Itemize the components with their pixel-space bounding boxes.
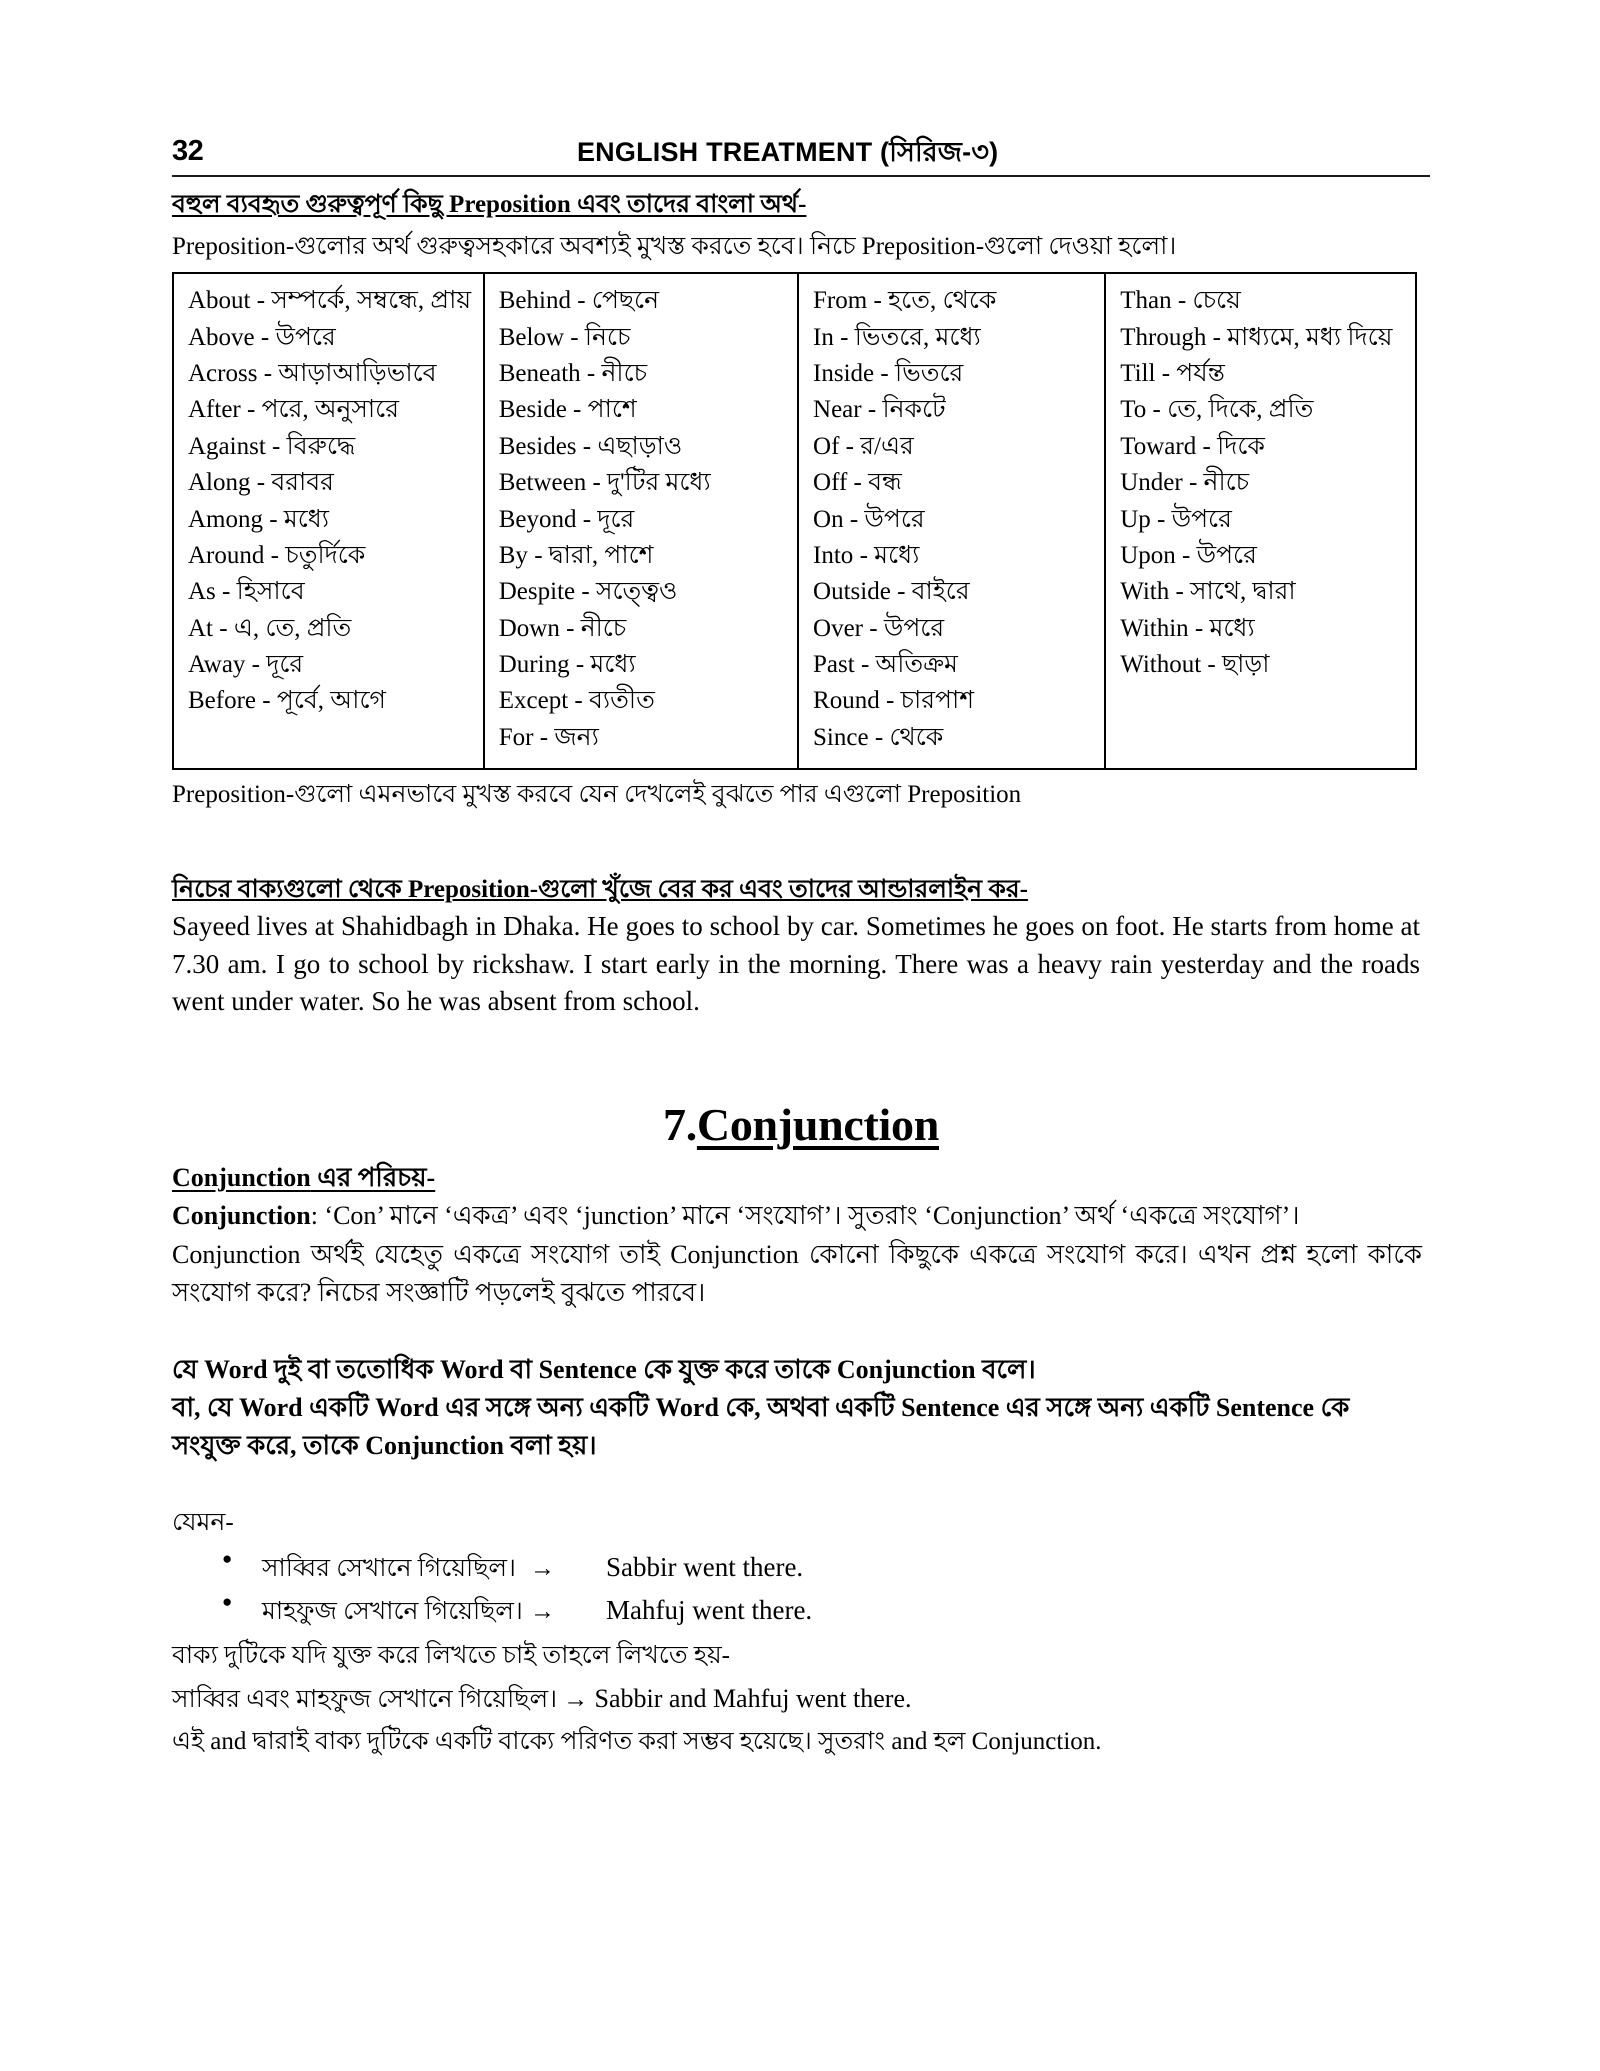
conjunction-intro-heading-en: Conjunction xyxy=(172,1163,311,1193)
preposition-word: Along xyxy=(188,469,251,497)
preposition-word: Inside xyxy=(813,360,875,387)
example-english: Sabbir went there. xyxy=(606,1551,804,1582)
preposition-item: Up - উপরে xyxy=(1120,505,1232,533)
conjunction-definition-line2: Conjunction অর্থই যেহেতু একত্রে সংযোগ তাই Conjunction কোনো কিছুকে একত্রে সংযোগ করে। এখন প্রশ্ন হলো কাকে সংযোগ করে? নিচের সংজ্ঞাটি পড়লেই বুঝতে পারবে। xyxy=(172,1240,1422,1307)
preposition-meaning: ভিতরে, মধ্যে xyxy=(854,323,981,351)
chapter-number: 7. xyxy=(663,1099,697,1151)
preposition-word: Between xyxy=(498,469,587,497)
preposition-item: Outside - বাইরে xyxy=(813,578,970,606)
preposition-item: Through - মাধ্যমে, মধ্য দিয়ে xyxy=(1120,323,1393,351)
preposition-word: Over xyxy=(813,614,864,642)
preposition-table xyxy=(172,272,1417,770)
example-english: Mahfuj went there. xyxy=(606,1595,813,1626)
preposition-meaning: তে, দিকে, প্রতি xyxy=(1167,396,1314,424)
arrow-icon: → xyxy=(530,1554,555,1582)
preposition-column-1 xyxy=(173,273,484,769)
preposition-word: During xyxy=(498,651,570,678)
tail-line-2-bn: সাব্বির এবং মাহফুজ সেখানে গিয়েছিল। xyxy=(172,1686,558,1714)
preposition-meaning: এছাড়াও xyxy=(597,432,683,460)
preposition-item: Into - মধ্যে xyxy=(813,541,920,569)
preposition-meaning: উপরে xyxy=(1171,505,1232,533)
preposition-item: Away - দূরে xyxy=(188,651,304,678)
preposition-meaning: জন্য xyxy=(554,723,599,751)
preposition-meaning: র/এর xyxy=(860,432,914,460)
preposition-meaning: হতে, থেকে xyxy=(888,287,997,315)
preposition-meaning: চারপাশ xyxy=(900,687,975,715)
preposition-note: Preposition-গুলো এমনভাবে মুখস্ত করবে যেন দেখলেই বুঝতে পার এগুলো Preposition xyxy=(172,781,1022,809)
preposition-meaning: নিচে xyxy=(584,323,631,351)
conjunction-intro-heading xyxy=(172,1161,1430,1195)
preposition-item: Within - মধ্যে xyxy=(1120,614,1255,642)
preposition-word: Around xyxy=(188,541,265,569)
preposition-item: Past - অতিক্রম xyxy=(813,651,958,678)
preposition-meaning: দু'টির মধ্যে xyxy=(607,469,711,497)
preposition-item: For - জন্য xyxy=(498,723,599,751)
preposition-column-2 xyxy=(484,273,798,769)
preposition-item: Beyond - দূরে xyxy=(498,505,635,533)
preposition-meaning: চেয়ে xyxy=(1192,287,1241,315)
preposition-word: Of xyxy=(813,432,840,460)
preposition-word: Under xyxy=(1120,469,1183,497)
preposition-word: Against xyxy=(188,432,266,460)
chapter-title xyxy=(172,1098,1430,1151)
preposition-meaning: দিকে xyxy=(1217,432,1265,460)
preposition-meaning: বাইরে xyxy=(911,578,970,606)
conjunction-intro-heading-bn: এর পরিচয়- xyxy=(310,1163,436,1193)
example-label: যেমন- xyxy=(172,1509,234,1537)
preposition-list-2 xyxy=(499,283,797,756)
preposition-word: Across xyxy=(188,360,258,387)
preposition-meaning: উপরে xyxy=(275,323,336,351)
preposition-item: On - উপরে xyxy=(813,505,925,533)
preposition-meaning: পূর্বে, আগে xyxy=(276,687,386,715)
list-item xyxy=(262,1589,1430,1633)
preposition-meaning: মধ্যে xyxy=(874,541,920,569)
preposition-item: With - সাথে, দ্বারা xyxy=(1120,578,1296,606)
preposition-meaning: মধ্যে xyxy=(590,651,636,678)
example-list xyxy=(172,1546,1430,1633)
preposition-meaning: নীচে xyxy=(601,360,648,387)
preposition-item: As - হিসাবে xyxy=(188,578,305,606)
preposition-section-heading xyxy=(172,189,1430,222)
preposition-list-4 xyxy=(1120,283,1415,683)
preposition-item: After - পরে, অনুসারে xyxy=(188,396,399,424)
preposition-meaning: দূরে xyxy=(597,505,635,533)
preposition-meaning: ভিতরে xyxy=(894,360,964,387)
preposition-word: As xyxy=(188,578,216,606)
preposition-item: Of - র/এর xyxy=(813,432,914,460)
conjunction-rule-line2: বা, যে Word একটি Word এর সঙ্গে অন্য একটি Word কে, অথবা একটি Sentence এর সঙ্গে অন্য একটি Sentence কে সংযুক্ত করে, তাকে Conjunction বলা হয়। xyxy=(172,1393,1350,1461)
preposition-meaning: বিরুদ্ধে xyxy=(286,432,356,460)
preposition-list-3 xyxy=(813,283,1104,756)
preposition-item: Around - চতুর্দিকে xyxy=(188,541,366,569)
conjunction-definition xyxy=(172,1197,1422,1234)
preposition-item: During - মধ্যে xyxy=(498,651,636,678)
preposition-meaning: দূরে xyxy=(266,651,304,678)
arrow-icon: → xyxy=(563,1686,589,1714)
preposition-meaning: মধ্যে xyxy=(1209,614,1255,642)
conjunction-rule xyxy=(172,1351,1422,1465)
preposition-item: Beneath - নীচে xyxy=(498,360,648,387)
preposition-word: Since xyxy=(813,723,869,751)
preposition-item: Along - বরাবর xyxy=(188,469,334,497)
example-bengali: মাহফুজ সেখানে গিয়েছিল। xyxy=(262,1598,523,1626)
tail-line-3: এই and দ্বারাই বাক্য দুটিকে একটি বাক্যে পরিণত করা সম্ভব হয়েছে। সুতরাং and হল Conjunction. xyxy=(172,1728,1102,1756)
preposition-word: At xyxy=(188,614,213,642)
preposition-meaning: নিকটে xyxy=(882,396,946,424)
preposition-word: Beside xyxy=(498,396,567,424)
preposition-item: To - তে, দিকে, প্রতি xyxy=(1120,396,1314,424)
preposition-word: Within xyxy=(1120,614,1189,642)
preposition-item: Over - উপরে xyxy=(813,614,945,642)
preposition-meaning: সম্পর্কে, সম্বন্ধে, প্রায় xyxy=(271,287,472,315)
preposition-word: Away xyxy=(188,651,246,678)
preposition-meaning: পাশে xyxy=(587,396,637,424)
preposition-item: Under - নীচে xyxy=(1120,469,1250,497)
preposition-meaning: সাথে, দ্বারা xyxy=(1190,578,1296,606)
preposition-word: To xyxy=(1120,396,1147,424)
preposition-meaning: এ, তে, প্রতি xyxy=(233,614,352,642)
preposition-meaning: থেকে xyxy=(889,723,944,751)
preposition-item: Among - মধ্যে xyxy=(188,505,330,533)
header-divider xyxy=(172,175,1430,177)
preposition-word: Above xyxy=(188,323,255,351)
preposition-word: Near xyxy=(813,396,862,424)
preposition-item: From - হতে, থেকে xyxy=(813,287,997,315)
preposition-word: Upon xyxy=(1120,541,1176,569)
book-title: ENGLISH TREATMENT (সিরিজ-৩) xyxy=(576,137,999,167)
preposition-word: After xyxy=(188,396,241,424)
preposition-word: Among xyxy=(188,505,263,533)
arrow-icon: → xyxy=(530,1598,555,1626)
preposition-column-4 xyxy=(1105,273,1416,769)
preposition-meaning: বন্ধ xyxy=(868,469,902,497)
preposition-meaning: অতিক্রম xyxy=(875,651,958,678)
table-row xyxy=(173,273,1416,769)
preposition-word: From xyxy=(813,287,868,315)
preposition-word: Beyond xyxy=(498,505,577,533)
preposition-item: At - এ, তে, প্রতি xyxy=(188,614,352,642)
preposition-item: About - সম্পর্কে, সম্বন্ধে, প্রায় xyxy=(188,287,472,315)
exercise-heading xyxy=(172,874,1430,907)
preposition-item: Before - পূর্বে, আগে xyxy=(188,687,386,715)
preposition-word: Than xyxy=(1120,287,1172,315)
preposition-word: Into xyxy=(813,541,854,569)
preposition-word: Off xyxy=(813,469,848,497)
preposition-word: Toward xyxy=(1120,432,1197,460)
exercise-heading-text: নিচের বাক্যগুলো থেকে Preposition-গুলো খুঁজে বের কর এবং তাদের আন্ডারলাইন কর- xyxy=(172,875,1028,903)
preposition-word: Up xyxy=(1120,505,1151,533)
preposition-item: Below - নিচে xyxy=(498,323,631,351)
preposition-item: Behind - পেছনে xyxy=(498,287,660,315)
preposition-list-1 xyxy=(188,283,483,720)
preposition-item: Down - নীচে xyxy=(498,614,627,642)
preposition-item: Except - ব্যতীত xyxy=(498,687,655,715)
preposition-meaning: নীচে xyxy=(580,614,627,642)
preposition-meaning: উপরে xyxy=(864,505,925,533)
preposition-item: Besides - এছাড়াও xyxy=(498,432,683,460)
preposition-item: Round - চারপাশ xyxy=(813,687,975,715)
preposition-word: Down xyxy=(498,614,560,642)
preposition-column-3 xyxy=(798,273,1105,769)
preposition-item: Without - ছাড়া xyxy=(1120,651,1270,678)
conjunction-rule-line1: যে Word দুই বা ততোধিক Word বা Sentence কে যুক্ত করে তাকে Conjunction বলে। xyxy=(172,1355,1036,1385)
example-bengali: সাব্বির সেখানে গিয়েছিল। xyxy=(262,1554,516,1582)
preposition-item: Above - উপরে xyxy=(188,323,336,351)
preposition-meaning: উপরে xyxy=(883,614,945,642)
preposition-item: Toward - দিকে xyxy=(1120,432,1265,460)
preposition-word: Beneath xyxy=(498,360,581,387)
preposition-meaning: ব্যতীত xyxy=(589,687,655,715)
preposition-word: For xyxy=(498,723,534,751)
exercise-passage: Sayeed lives at Shahidbagh in Dhaka. He goes to school by car. Sometimes he goes on foot. He starts from home at 7.30 am. I go to school by rickshaw. I start early in the morning. There was a heavy rain yesterday and the roads went under water. So he was absent from school. xyxy=(172,911,1420,1016)
preposition-word: About xyxy=(188,287,251,315)
preposition-word: Below xyxy=(498,323,565,351)
preposition-item: Since - থেকে xyxy=(813,723,944,751)
preposition-meaning: পরে, অনুসারে xyxy=(261,396,399,424)
preposition-word: On xyxy=(813,505,844,533)
conjunction-definition-lead: Conjunction xyxy=(172,1200,311,1230)
preposition-word: Without xyxy=(1120,651,1202,678)
preposition-meaning: মাধ্যমে, মধ্য দিয়ে xyxy=(1227,323,1393,351)
preposition-meaning: উপরে xyxy=(1196,541,1257,569)
conjunction-definition-rest: : ‘Con’ মানে ‘একত্র’ এবং ‘junction’ মানে ‘সংযোগ’। সুতরাং ‘Conjunction’ অর্থ ‘একত্রে সংযোগ’। xyxy=(310,1200,1300,1230)
preposition-word: Before xyxy=(188,687,257,715)
preposition-meaning: হিসাবে xyxy=(236,578,305,606)
preposition-meaning: বরাবর xyxy=(271,469,334,497)
preposition-meaning: মধ্যে xyxy=(283,505,330,533)
preposition-meaning: পেছনে xyxy=(591,287,660,315)
preposition-item: Till - পর্যন্ত xyxy=(1120,360,1225,387)
page-number: 32 xyxy=(172,135,204,167)
preposition-word: Past xyxy=(813,651,855,678)
preposition-item: Beside - পাশে xyxy=(498,396,637,424)
preposition-word: Besides xyxy=(498,432,577,460)
preposition-meaning: নীচে xyxy=(1203,469,1250,497)
preposition-word: By xyxy=(498,541,528,569)
tail-line-2-en: Sabbir and Mahfuj went there. xyxy=(594,1684,912,1714)
preposition-meaning: দ্বারা, পাশে xyxy=(548,541,654,569)
list-item xyxy=(262,1546,1430,1590)
running-head xyxy=(172,122,1430,166)
preposition-item: Inside - ভিতরে xyxy=(813,360,964,387)
preposition-meaning: পর্যন্ত xyxy=(1176,360,1225,387)
tail-line-2 xyxy=(172,1679,1430,1719)
preposition-item: Across - আড়াআড়িভাবে xyxy=(188,360,437,387)
preposition-item: Near - নিকটে xyxy=(813,396,946,424)
preposition-word: Round xyxy=(813,687,880,715)
preposition-item: Between - দু'টির মধ্যে xyxy=(498,469,711,497)
preposition-item: Despite - সত্ত্বেও xyxy=(498,578,678,606)
preposition-word: Outside xyxy=(813,578,891,606)
preposition-meaning: সত্ত্বেও xyxy=(595,578,678,606)
preposition-word: Till xyxy=(1120,360,1156,387)
preposition-word: With xyxy=(1120,578,1170,606)
preposition-meaning: আড়াআড়িভাবে xyxy=(278,360,437,387)
preposition-meaning: চতুর্দিকে xyxy=(285,541,366,569)
preposition-item: Than - চেয়ে xyxy=(1120,287,1241,315)
preposition-intro: Preposition-গুলোর অর্থ গুরুত্বসহকারে অবশ্যই মুখস্ত করতে হবে। নিচে Preposition-গুলো দেওয়া হলো। xyxy=(172,232,1177,260)
preposition-meaning: ছাড়া xyxy=(1221,651,1270,678)
preposition-word: Despite xyxy=(498,578,576,606)
preposition-section-heading-text: বহুল ব্যবহৃত গুরুত্বপূর্ণ কিছু Preposition এবং তাদের বাংলা অর্থ- xyxy=(172,191,807,218)
preposition-word: Behind xyxy=(498,287,571,315)
preposition-word: In xyxy=(813,323,834,351)
preposition-item: Off - বন্ধ xyxy=(813,469,902,497)
chapter-title-text: Conjunction xyxy=(696,1099,939,1151)
tail-line-1: বাক্য দুটিকে যদি যুক্ত করে লিখতে চাই তাহলে লিখতে হয়- xyxy=(172,1642,731,1670)
preposition-item: By - দ্বারা, পাশে xyxy=(498,541,654,569)
preposition-item: Upon - উপরে xyxy=(1120,541,1257,569)
preposition-item: In - ভিতরে, মধ্যে xyxy=(813,323,981,351)
preposition-item: Against - বিরুদ্ধে xyxy=(188,432,356,460)
preposition-word: Through xyxy=(1120,323,1207,351)
preposition-word: Except xyxy=(498,687,569,715)
